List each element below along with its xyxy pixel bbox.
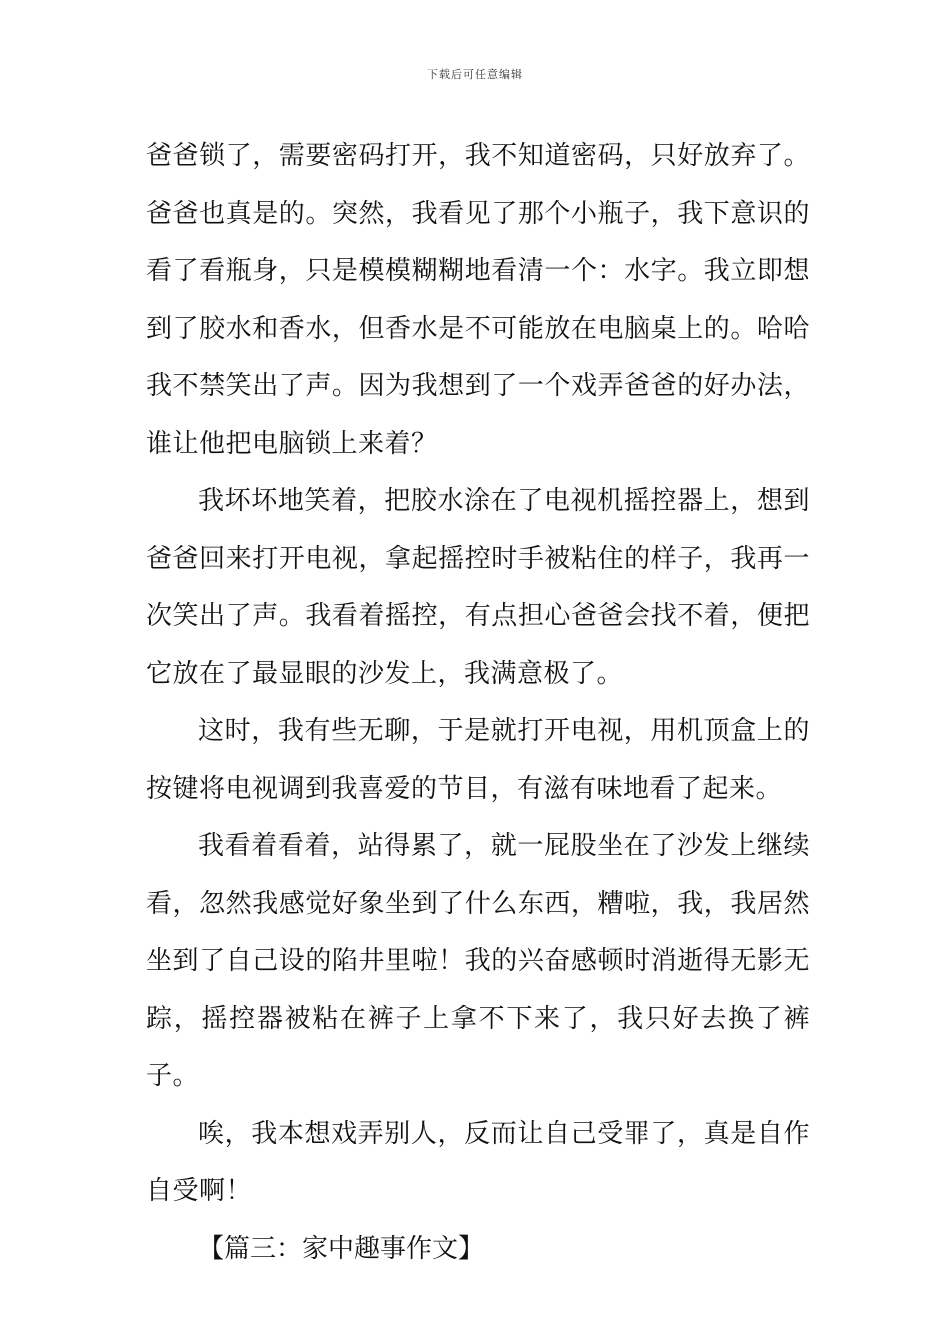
paragraph-3: 这时，我有些无聊，于是就打开电视，用机顶盒上的按键将电视调到我喜爱的节目，有滋有味地看了起来。 xyxy=(146,716,810,804)
paragraph-2: 我坏坏地笑着，把胶水涂在了电视机摇控器上，想到爸爸回来打开电视，拿起摇控时手被粘住的样子，我再一次笑出了声。我看着摇控，有点担心爸爸会找不着，便把它放在了最显眼的沙发上，我满意极了。 xyxy=(146,486,810,689)
paragraph-5: 唉，我本想戏弄别人，反而让自己受罪了，真是自作自受啊！ xyxy=(146,1118,810,1206)
paragraph-4: 我看着看着，站得累了，就一屁股坐在了沙发上继续看，忽然我感觉好象坐到了什么东西，糟啦，我，我居然坐到了自己设的陷井里啦！我的兴奋感顿时消逝得无影无踪，摇控器被粘在裤子上拿不下来了，我只好去换了裤子。 xyxy=(146,831,810,1091)
section-heading: 【篇三：家中趣事作文】 xyxy=(198,1233,485,1264)
document-body xyxy=(146,128,810,1278)
paragraph-1: 爸爸锁了，需要密码打开，我不知道密码，只好放弃了。爸爸也真是的。突然，我看见了那个小瓶子，我下意识的看了看瓶身，只是模模糊糊地看清一个：水字。我立即想到了胶水和香水，但香水是不可能放在电脑桌上的。哈哈我不禁笑出了声。因为我想到了一个戏弄爸爸的好办法，谁让他把电脑锁上来着？ xyxy=(146,141,810,459)
page-header-note: 下载后可任意编辑 xyxy=(427,68,523,81)
